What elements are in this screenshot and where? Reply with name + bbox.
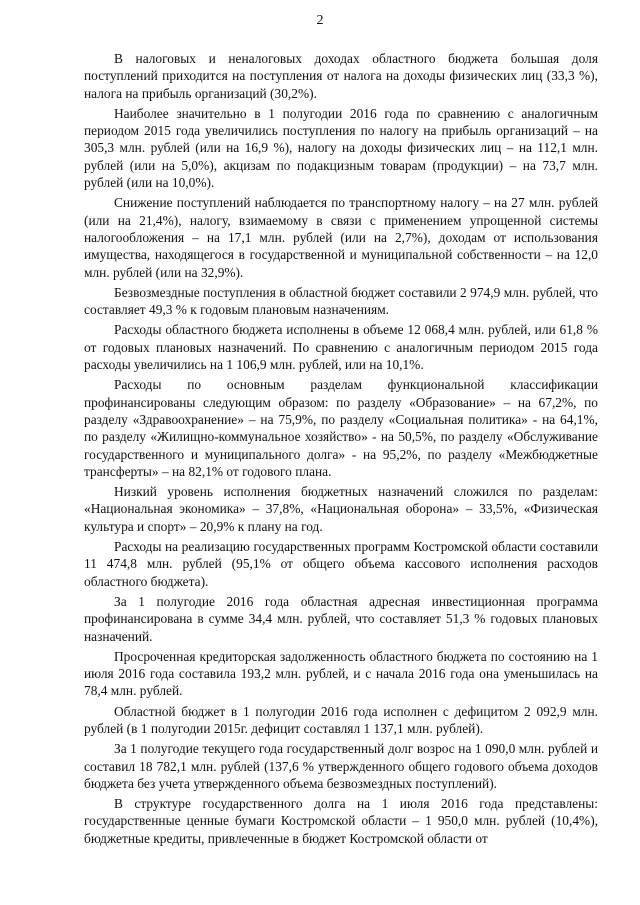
- paragraph-gratuitous-receipts: Безвозмездные поступления в областной бюджет составили 2 974,9 млн. рублей, что составляет 49,3 % к годовым плановым назначениям.: [84, 284, 598, 318]
- document-body: [84, 50, 598, 850]
- paragraph-revenue-increase: Наиболее значительно в 1 полугодии 2016 года по сравнению с аналогичным периодом 2015 года увеличились поступления по налогу на прибыль организаций – на 305,3 млн. рублей (или на 16,9 %), налогу на доходы физических лиц – на 112,1 млн. рублей (или на 5,0%), акцизам по подакцизным товарам (продукции) – на 73,7 млн. рублей (или на 10,0%).: [84, 105, 598, 191]
- paragraph-overdue-payables: Просроченная кредиторская задолженность областного бюджета по состоянию на 1 июля 2016 года составила 193,2 млн. рублей, и с начала 2016 года она уменьшилась на 78,4 млн. рублей.: [84, 648, 598, 699]
- paragraph-tax-revenue-structure: В налоговых и неналоговых доходах областного бюджета большая доля поступлений приходится на поступления от налога на доходы физических лиц (33,3 %), налога на прибыль организаций (30,2%).: [84, 51, 598, 101]
- paragraph-state-programs: Расходы на реализацию государственных программ Костромской области составили 11 474,8 млн. рублей (95,1% от общего объема кассового исполнения расходов областного бюджета).: [84, 539, 598, 589]
- paragraph-revenue-decrease: Снижение поступлений наблюдается по транспортному налогу – на 27 млн. рублей (или на 21,4%), налогу, взимаемому в связи с применением упрощенной системы налогообложения – на 17,1 млн. рублей (или на 2,7%), доходам от использования имущества, находящегося в государственной и муниципальной собственности – на 12,0 млн. рублей (или на 32,9%).: [84, 195, 598, 280]
- paragraph-investment-program: За 1 полугодие 2016 года областная адресная инвестиционная программа профинансирована в сумме 34,4 млн. рублей, что составляет 51,3 % годовых плановых назначений.: [84, 593, 598, 644]
- paragraph-budget-deficit: Областной бюджет в 1 полугодии 2016 года исполнен с дефицитом 2 092,9 млн. рублей (в 1 полугодии 2015г. дефицит составлял 1 137,1 млн. рублей).: [84, 703, 598, 736]
- paragraph-low-execution: Низкий уровень исполнения бюджетных назначений сложился по разделам: «Национальная экономика» – 37,8%, «Национальная оборона» – 33,5%, «Физическая культура и спорт» – 20,9% к плану на год.: [84, 484, 598, 534]
- paragraph-expenditures-by-section: Расходы по основным разделам функциональной классификации профинансированы следующим образом: по разделу «Образование» – на 67,2%, по разделу «Здравоохранение» – на 75,9%, по разделу «Социальная политика» - на 64,1%, по разделу «Жилищно-коммунальное хозяйство» - на 50,5%, по разделу «Обслуживание государственного и муниципального долга» - на 95,2%, по разделу «Межбюджетные трансферты» – на 82,1% от годового плана.: [84, 377, 598, 479]
- paragraph-state-debt-structure: В структуре государственного долга на 1 июля 2016 года представлены: государственные ценные бумаги Костромской области – 1 950,0 млн. рублей (10,4%), бюджетные кредиты, привлеченные в бюджет Костромской области от: [84, 796, 598, 846]
- page-number: 2: [316, 13, 324, 28]
- paragraph-state-debt-growth: За 1 полугодие текущего года государственный долг возрос на 1 090,0 млн. рублей и составил 18 782,1 млн. рублей (137,6 % утвержденного общего годового объема доходов бюджета без учета утвержденного объема безвозмездных поступлений).: [84, 741, 598, 791]
- paragraph-expenditures-total: Расходы областного бюджета исполнены в объеме 12 068,4 млн. рублей, или 61,8 % от годовых плановых назначений. По сравнению с аналогичным периодом 2015 года расходы увеличились на 1 106,9 млн. рублей, или на 10,1%.: [84, 322, 598, 373]
